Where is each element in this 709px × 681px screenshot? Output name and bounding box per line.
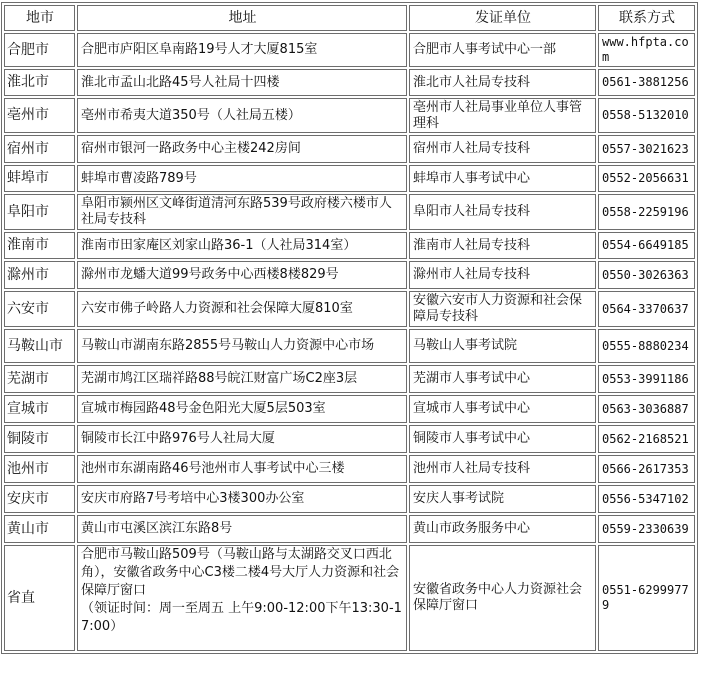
header-contact: 联系方式 [598, 5, 695, 31]
issuer-cell: 淮北市人社局专技科 [409, 69, 596, 96]
table-row [4, 98, 695, 133]
issuer-cell: 蚌埠市人事考试中心 [409, 165, 596, 192]
issuer-cell: 淮南市人社局专技科 [409, 232, 596, 259]
address-cell: 亳州市希夷大道350号（人社局五楼） [77, 98, 407, 133]
table-row [4, 329, 695, 363]
contact-cell: 0558-2259196 [598, 194, 695, 230]
contact-cell: 0550-3026363 [598, 261, 695, 289]
city-cell: 宿州市 [4, 135, 75, 163]
address-cell: 六安市佛子岭路人力资源和社会保障大厦810室 [77, 291, 407, 327]
contact-cell: 0556-5347102 [598, 485, 695, 513]
address-cell: 芜湖市鸠江区瑞祥路88号皖江财富广场C2座3层 [77, 365, 407, 393]
table-row [4, 261, 695, 289]
address-cell: 铜陵市长江中路976号人社局大厦 [77, 425, 407, 453]
city-cell: 淮北市 [4, 69, 75, 96]
address-cell: 合肥市庐阳区阜南路19号人才大厦815室 [77, 33, 407, 67]
table-row [4, 485, 695, 513]
issuer-cell: 池州市人社局专技科 [409, 455, 596, 483]
issuer-cell: 合肥市人事考试中心一部 [409, 33, 596, 67]
issuer-cell: 安徽省政务中心人力资源社会保障厅窗口 [409, 545, 596, 651]
address-text: 合肥市马鞍山路509号（马鞍山路与太湖路交叉口西北角），安徽省政务中心C3楼二楼4号大厅人力资源和社会保障厅窗口 [81, 547, 400, 598]
issuer-cell: 宿州市人社局专技科 [409, 135, 596, 163]
table-row [4, 365, 695, 393]
table-row [4, 232, 695, 259]
contact-cell: 0554-6649185 [598, 232, 695, 259]
issuer-cell: 芜湖市人事考试中心 [409, 365, 596, 393]
address-cell: 安庆市府路7号考培中心3楼300办公室 [77, 485, 407, 513]
contact-cell: 0552-2056631 [598, 165, 695, 192]
contact-cell: 0561-3881256 [598, 69, 695, 96]
header-city: 地市 [4, 5, 75, 31]
table-row [4, 194, 695, 230]
issuer-cell: 安庆人事考试院 [409, 485, 596, 513]
city-cell: 阜阳市 [4, 194, 75, 230]
city-cell: 合肥市 [4, 33, 75, 67]
city-cell: 亳州市 [4, 98, 75, 133]
address-cell: 淮北市孟山北路45号人社局十四楼 [77, 69, 407, 96]
table-row [4, 545, 695, 651]
contact-cell: www.hfpta.com [598, 33, 695, 67]
address-cell: 黄山市屯溪区滨江东路8号 [77, 515, 407, 543]
address-cell: 阜阳市颍州区文峰街道清河东路539号政府楼六楼市人社局专技科 [77, 194, 407, 230]
contact-cell: 0557-3021623 [598, 135, 695, 163]
contact-cell: 0564-3370637 [598, 291, 695, 327]
header-address: 地址 [77, 5, 407, 31]
address-cell: 蚌埠市曹凌路789号 [77, 165, 407, 192]
address-cell [77, 545, 407, 651]
contact-cell: 0553-3991186 [598, 365, 695, 393]
table-row [4, 515, 695, 543]
cert-office-table [1, 2, 698, 654]
hours-text: （领证时间：周一至周五 上午9:00-12:00下午13:30-17:00） [81, 601, 402, 634]
address-cell: 宣城市梅园路48号金色阳光大厦5层503室 [77, 395, 407, 423]
address-cell: 淮南市田家庵区刘家山路36-1（人社局314室） [77, 232, 407, 259]
contact-cell: 0559-2330639 [598, 515, 695, 543]
table-row [4, 165, 695, 192]
city-cell: 安庆市 [4, 485, 75, 513]
table-row [4, 395, 695, 423]
city-cell: 黄山市 [4, 515, 75, 543]
contact-cell: 0566-2617353 [598, 455, 695, 483]
table-row [4, 291, 695, 327]
city-cell: 滁州市 [4, 261, 75, 289]
table-row [4, 425, 695, 453]
issuer-cell: 马鞍山人事考试院 [409, 329, 596, 363]
table-row [4, 69, 695, 96]
address-cell: 滁州市龙蟠大道99号政务中心西楼8楼829号 [77, 261, 407, 289]
header-issuer: 发证单位 [409, 5, 596, 31]
contact-cell: 0563-3036887 [598, 395, 695, 423]
address-cell: 马鞍山市湖南东路2855号马鞍山人力资源中心市场 [77, 329, 407, 363]
city-cell: 马鞍山市 [4, 329, 75, 363]
contact-cell: 0551-62999779 [598, 545, 695, 651]
address-cell: 宿州市银河一路政务中心主楼242房间 [77, 135, 407, 163]
city-cell: 宣城市 [4, 395, 75, 423]
contact-cell: 0555-8880234 [598, 329, 695, 363]
city-cell: 池州市 [4, 455, 75, 483]
table-row [4, 33, 695, 67]
issuer-cell: 阜阳市人社局专技科 [409, 194, 596, 230]
issuer-cell: 亳州市人社局事业单位人事管理科 [409, 98, 596, 133]
table-row [4, 455, 695, 483]
city-cell: 省直 [4, 545, 75, 651]
contact-cell: 0562-2168521 [598, 425, 695, 453]
city-cell: 芜湖市 [4, 365, 75, 393]
table-row [4, 135, 695, 163]
issuer-cell: 铜陵市人事考试中心 [409, 425, 596, 453]
city-cell: 铜陵市 [4, 425, 75, 453]
issuer-cell: 滁州市人社局专技科 [409, 261, 596, 289]
city-cell: 淮南市 [4, 232, 75, 259]
issuer-cell: 黄山市政务服务中心 [409, 515, 596, 543]
issuer-cell: 宣城市人事考试中心 [409, 395, 596, 423]
header-row [4, 5, 695, 31]
city-cell: 六安市 [4, 291, 75, 327]
city-cell: 蚌埠市 [4, 165, 75, 192]
issuer-cell: 安徽六安市人力资源和社会保障局专技科 [409, 291, 596, 327]
contact-cell: 0558-5132010 [598, 98, 695, 133]
address-cell: 池州市东湖南路46号池州市人事考试中心三楼 [77, 455, 407, 483]
